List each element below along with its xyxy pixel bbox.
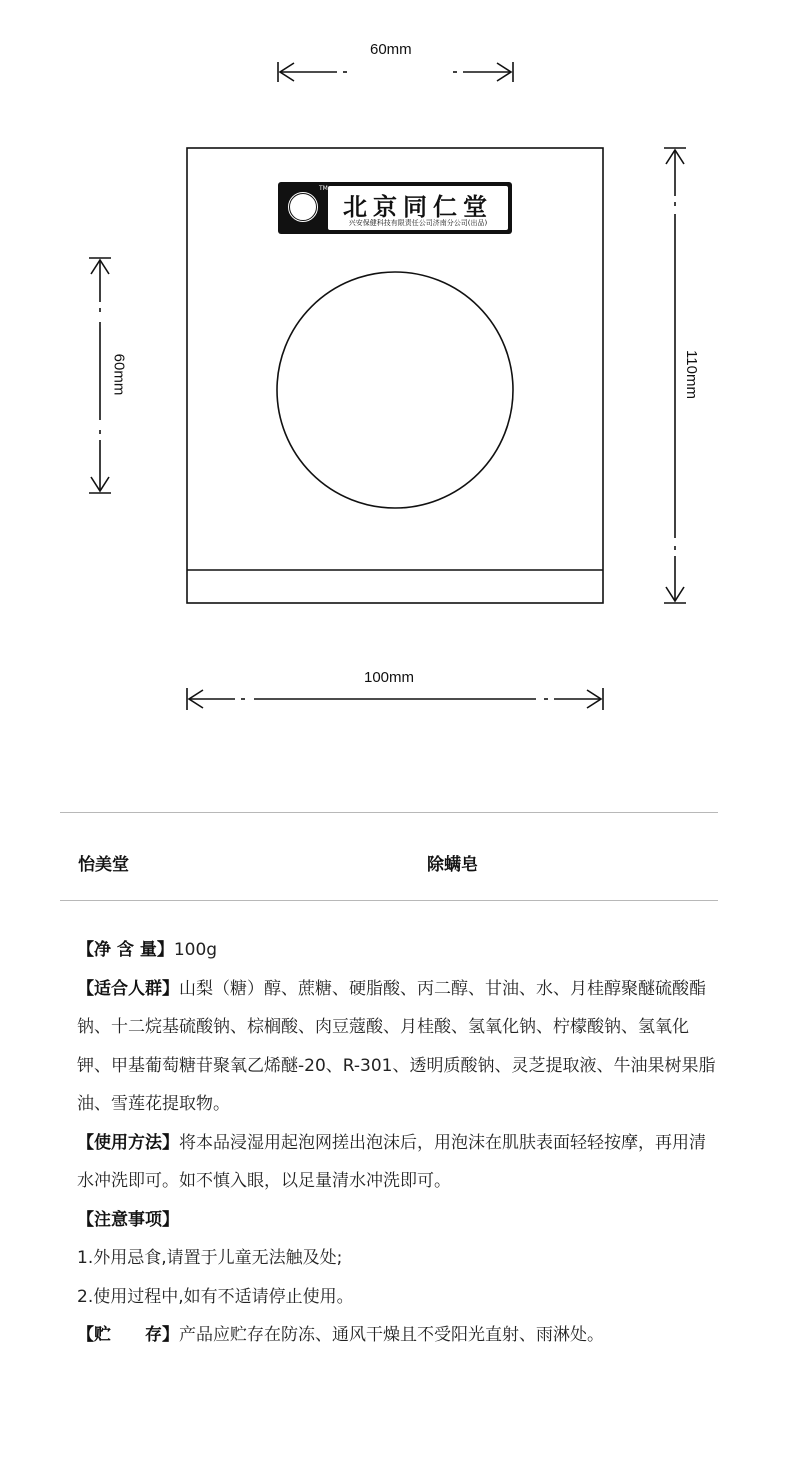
ingredients-value: 山梨（糖）醇、蔗糖、硬脂酸、丙二醇、甘油、水、月桂醇聚醚硫酸酯钠、十二烷基硫酸钠、棕榈酸、肉豆蔻酸、月桂酸、氢氧化钠、柠檬酸钠、氢氧化钾、甲基葡萄糖苷聚氧乙烯醚-20、R-301、透明质酸钠、灵芝提取液、牛油果树果脂油、雪莲花提取物。 [77,978,716,1114]
trademark-mark: TM [319,185,328,192]
logo-subtitle: 兴安保健科技有限责任公司济南分公司(出品) [348,219,488,227]
brand-name: 怡美堂 [78,855,129,875]
ingredients-row [77,970,717,1124]
seal-icon [287,191,319,223]
notes-label: 【注意事项】 [77,1209,179,1230]
brand-logo [278,182,512,234]
storage-value: 产品应贮存在防冻、通风干燥且不受阳光直射、雨淋处。 [179,1325,604,1345]
top-dimension-arrow [278,62,513,82]
ingredients-label: 【适合人群】 [77,978,179,999]
left-dimension-arrow [89,258,111,493]
right-height-label: 110mm [682,350,700,399]
storage-row [77,1316,717,1355]
top-width-label: 60mm [370,41,412,58]
usage-row [77,1124,717,1201]
product-name: 除螨皂 [427,855,478,875]
left-height-label: 60mm [110,353,128,396]
divider-top [60,812,718,813]
usage-label: 【使用方法】 [77,1132,179,1153]
net-content-label: 【净 含 量】 [77,940,174,960]
bottom-width-label: 100mm [364,669,415,686]
notes-item: 1.外用忌食,请置于儿童无法触及处; [77,1248,343,1268]
usage-value: 将本品浸湿用起泡网搓出泡沫后，用泡沫在肌肤表面轻轻按摩，再用清水冲洗即可。如不慎入眼，以足量清水冲洗即可。 [77,1132,706,1191]
net-content-value: 100g [173,940,218,960]
net-content-row [77,931,717,970]
logo-panel [328,186,508,230]
divider-bottom [60,900,718,901]
notes-heading [77,1201,717,1240]
storage-label: 【贮 存】 [77,1325,179,1345]
soap-window-circle [277,272,513,508]
notes-item: 2.使用过程中,如有不适请停止使用。 [77,1286,354,1307]
logo-name: 北京同仁堂 [343,192,493,221]
bottom-dimension-arrow [187,688,603,710]
product-info [77,931,717,1355]
